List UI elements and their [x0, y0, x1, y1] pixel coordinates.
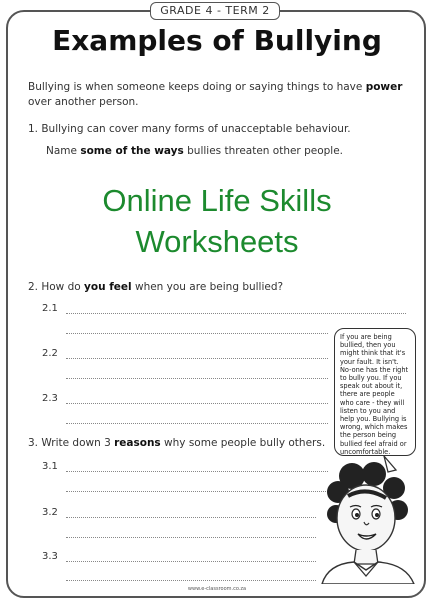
q3-text: 3. Write down 3 — [28, 437, 115, 449]
grade-term-tab: GRADE 4 - TERM 2 — [150, 2, 280, 20]
answer-line[interactable] — [66, 358, 328, 359]
intro-bold: power — [365, 81, 403, 93]
answer-number-2-3: 2.3 — [42, 393, 58, 404]
answer-line[interactable] — [66, 580, 316, 581]
answer-line[interactable] — [66, 378, 328, 379]
answer-number-3-3: 3.3 — [42, 551, 58, 562]
answer-line[interactable] — [66, 491, 328, 492]
answer-number-3-2: 3.2 — [42, 507, 58, 518]
answer-line[interactable] — [66, 561, 316, 562]
answer-line[interactable] — [66, 313, 406, 314]
answer-number-2-2: 2.2 — [42, 348, 58, 359]
answer-line[interactable] — [66, 403, 328, 404]
q2-text-end: when you are being bullied? — [131, 281, 284, 293]
answer-line[interactable] — [66, 333, 328, 334]
q1-text-end: bullies threaten other people. — [183, 145, 344, 157]
answer-line[interactable] — [66, 517, 316, 518]
girl-illustration — [314, 452, 422, 584]
watermark-line-1: Online Life Skills — [102, 183, 332, 218]
answer-line[interactable] — [66, 423, 328, 424]
footer-url: www.e-classroom.co.za — [187, 586, 247, 592]
intro-text-end: over another person. — [28, 96, 139, 108]
answer-number-2-1: 2.1 — [42, 303, 58, 314]
speech-bubble: If you are being bullied, then you might think that it's your fault. It isn't. No-one has the right to bully you. If you speak out about it, there are people who care - they will listen to you and help you. Bullying is wrong, which makes the person being bullied feel afraid or uncomfortable. — [334, 328, 416, 456]
question-3 — [28, 436, 328, 451]
intro-paragraph — [28, 80, 408, 110]
page-title: Examples of Bullying — [52, 24, 382, 57]
question-2 — [28, 280, 408, 295]
q1-bold: some of the ways — [80, 145, 184, 157]
q2-bold: you feel — [84, 281, 132, 293]
q3-text-end: why some people bully others. — [160, 437, 326, 449]
watermark-line-2: Worksheets — [135, 224, 299, 259]
intro-text: Bullying is when someone keeps doing or saying things to have — [28, 81, 366, 93]
q1-text: Name — [46, 145, 81, 157]
answer-number-3-1: 3.1 — [42, 461, 58, 472]
question-1-instruction — [46, 144, 406, 159]
answer-line[interactable] — [66, 471, 328, 472]
question-1: 1. Bullying can cover many forms of unacceptable behaviour. — [28, 123, 351, 135]
answer-line[interactable] — [66, 537, 316, 538]
q2-text: 2. How do — [28, 281, 85, 293]
q3-bold: reasons — [114, 437, 161, 449]
